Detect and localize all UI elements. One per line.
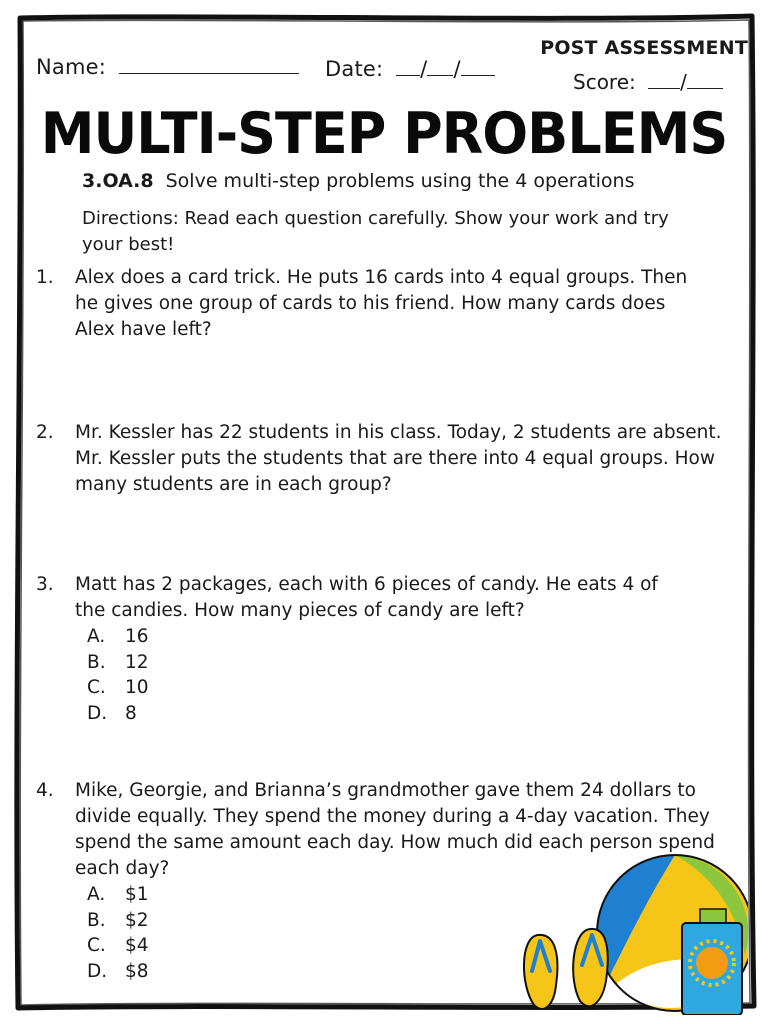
score-field[interactable]: Score: /	[573, 70, 723, 94]
choice-b[interactable]: B. $2	[87, 909, 149, 931]
standard-line	[82, 170, 635, 192]
choice-a[interactable]: A. 16	[87, 626, 149, 647]
page-title: MULTI-STEP PROBLEMS	[40, 100, 728, 167]
directions: Directions: Read each question carefully. Show your work and try your best!	[82, 208, 669, 255]
answer-choices	[87, 624, 686, 726]
date-blank-year[interactable]	[461, 59, 495, 76]
choice-c[interactable]: C. 10	[87, 677, 149, 698]
score-blank-total[interactable]	[687, 72, 723, 89]
flip-flops-icon	[524, 929, 608, 1009]
summer-clipart	[520, 845, 748, 1015]
question-number: 2.	[36, 422, 54, 443]
question-2	[36, 420, 736, 498]
standard-code: 3.OA.8	[82, 170, 154, 192]
question-text: Mike, Georgie, and Brianna’s grandmother gave them 24 dollars to divide equally. They spend the money during a 4-day vacation. They spend the same amount each day. How much did each person spend each day?	[75, 780, 715, 879]
choice-b[interactable]: B. 12	[87, 651, 149, 673]
post-assessment-label: POST ASSESSMENT	[540, 37, 748, 59]
sunscreen-icon	[682, 909, 742, 1015]
question-text: Mr. Kessler has 22 students in his class. Today, 2 students are absent. Mr. Kessler puts the students that are there into 4 equal groups. How many students are in each group?	[75, 422, 722, 495]
choice-c[interactable]: C. $4	[87, 935, 149, 956]
date-blank-month[interactable]	[396, 59, 420, 76]
question-text: Matt has 2 packages, each with 6 pieces of candy. He eats 4 of the candies. How many pieces of candy are left?	[75, 574, 658, 621]
score-blank-earned[interactable]	[648, 72, 680, 89]
question-text: Alex does a card trick. He puts 16 cards into 4 equal groups. Then he gives one group of cards to his friend. How many cards does Alex have left?	[75, 267, 688, 340]
name-blank[interactable]	[119, 57, 299, 74]
question-number: 3.	[36, 574, 54, 595]
name-label: Name:	[36, 55, 107, 79]
date-field[interactable]: Date: / /	[325, 57, 495, 81]
choice-d[interactable]: D. 8	[87, 702, 137, 724]
date-label: Date:	[325, 57, 384, 81]
name-field[interactable]	[36, 55, 299, 79]
question-1	[36, 265, 696, 343]
choice-a[interactable]: A. $1	[87, 884, 149, 905]
question-number: 4.	[36, 780, 54, 801]
score-label: Score:	[573, 70, 636, 94]
question-number: 1.	[36, 267, 54, 288]
standard-description: Solve multi-step problems using the 4 operations	[165, 170, 635, 192]
choice-d[interactable]: D. $8	[87, 960, 149, 982]
question-3	[36, 572, 686, 726]
date-blank-day[interactable]	[427, 59, 453, 76]
